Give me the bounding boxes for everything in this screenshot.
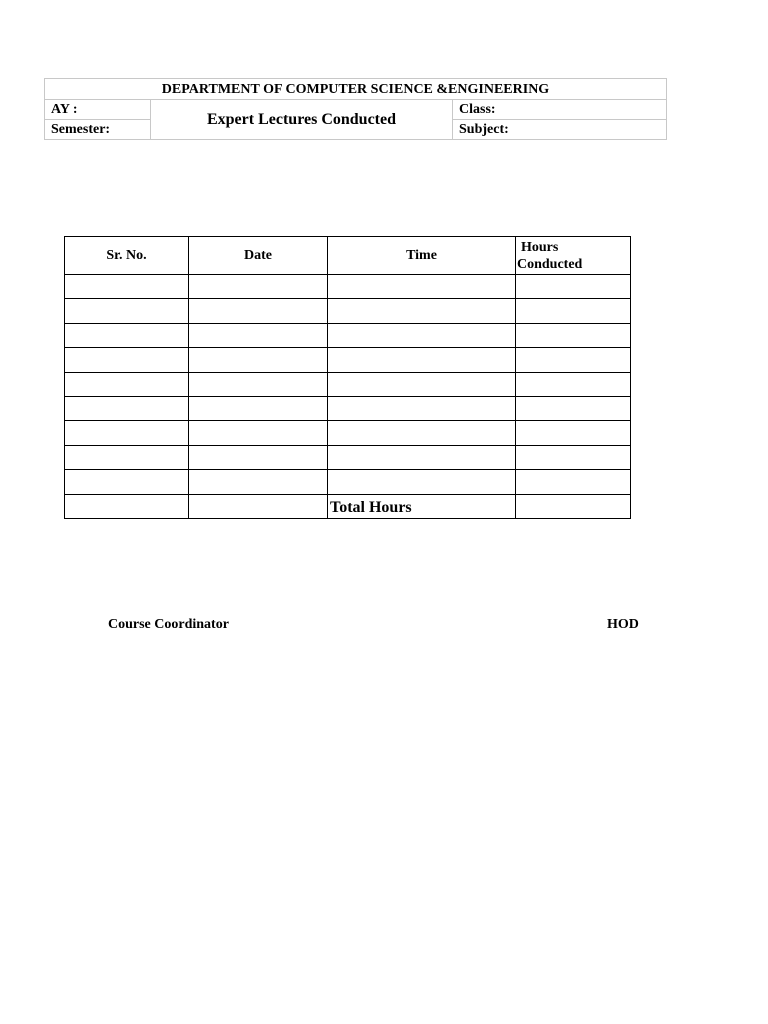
table-header-row (65, 237, 631, 275)
subject-label: Subject: (453, 120, 667, 140)
time-cell[interactable] (328, 445, 516, 469)
date-cell[interactable] (189, 396, 328, 420)
date-cell[interactable] (189, 275, 328, 299)
total-row (65, 494, 631, 518)
course-coordinator-signature: Course Coordinator (108, 617, 229, 632)
time-cell[interactable] (328, 470, 516, 494)
table-row (65, 323, 631, 347)
hours-cell[interactable] (516, 421, 631, 445)
date-cell[interactable] (189, 445, 328, 469)
sr-no-cell[interactable] (65, 348, 189, 372)
sr-no-cell[interactable] (65, 275, 189, 299)
header-table (44, 78, 667, 140)
sr-no-cell[interactable] (65, 372, 189, 396)
time-cell[interactable] (328, 348, 516, 372)
hours-cell[interactable] (516, 396, 631, 420)
hours-cell[interactable] (516, 445, 631, 469)
table-row (65, 299, 631, 323)
table-row (65, 275, 631, 299)
table-row (65, 421, 631, 445)
sr-no-cell[interactable] (65, 445, 189, 469)
time-cell[interactable] (328, 396, 516, 420)
date-cell[interactable] (189, 372, 328, 396)
sr-no-cell[interactable] (65, 470, 189, 494)
sr-no-cell[interactable] (65, 323, 189, 347)
col-header-time: Time (328, 237, 516, 275)
document-title: Expert Lectures Conducted (151, 100, 453, 140)
date-cell[interactable] (189, 470, 328, 494)
hours-cell[interactable] (516, 348, 631, 372)
sr-no-cell[interactable] (65, 299, 189, 323)
sr-no-cell[interactable] (65, 396, 189, 420)
lectures-body (65, 275, 631, 519)
department-name: DEPARTMENT OF COMPUTER SCIENCE &ENGINEERING (45, 79, 667, 100)
semester-label: Semester: (45, 120, 151, 140)
col-header-sr-no: Sr. No. (65, 237, 189, 275)
hod-signature: HOD (607, 617, 639, 632)
hours-header-line2: Conducted (517, 256, 583, 272)
hours-header-line1: Hours (521, 239, 559, 255)
hours-cell[interactable] (516, 372, 631, 396)
date-cell[interactable] (189, 348, 328, 372)
time-cell[interactable] (328, 275, 516, 299)
col-header-date: Date (189, 237, 328, 275)
time-cell[interactable] (328, 323, 516, 347)
table-row (65, 396, 631, 420)
sr-no-cell[interactable] (65, 421, 189, 445)
total-hours-value-cell[interactable] (516, 494, 631, 518)
col-header-hours-conducted (516, 237, 631, 275)
total-hours-label: Total Hours (328, 494, 516, 518)
total-row-date-cell[interactable] (189, 494, 328, 518)
hours-cell[interactable] (516, 299, 631, 323)
time-cell[interactable] (328, 299, 516, 323)
time-cell[interactable] (328, 421, 516, 445)
total-row-sr-no-cell[interactable] (65, 494, 189, 518)
class-label: Class: (453, 100, 667, 120)
date-cell[interactable] (189, 421, 328, 445)
date-cell[interactable] (189, 323, 328, 347)
table-row (65, 372, 631, 396)
table-row (65, 445, 631, 469)
ay-label: AY : (45, 100, 151, 120)
lectures-table (64, 236, 631, 519)
hours-cell[interactable] (516, 323, 631, 347)
table-row (65, 470, 631, 494)
time-cell[interactable] (328, 372, 516, 396)
hours-cell[interactable] (516, 275, 631, 299)
date-cell[interactable] (189, 299, 328, 323)
table-row (65, 348, 631, 372)
hours-cell[interactable] (516, 470, 631, 494)
